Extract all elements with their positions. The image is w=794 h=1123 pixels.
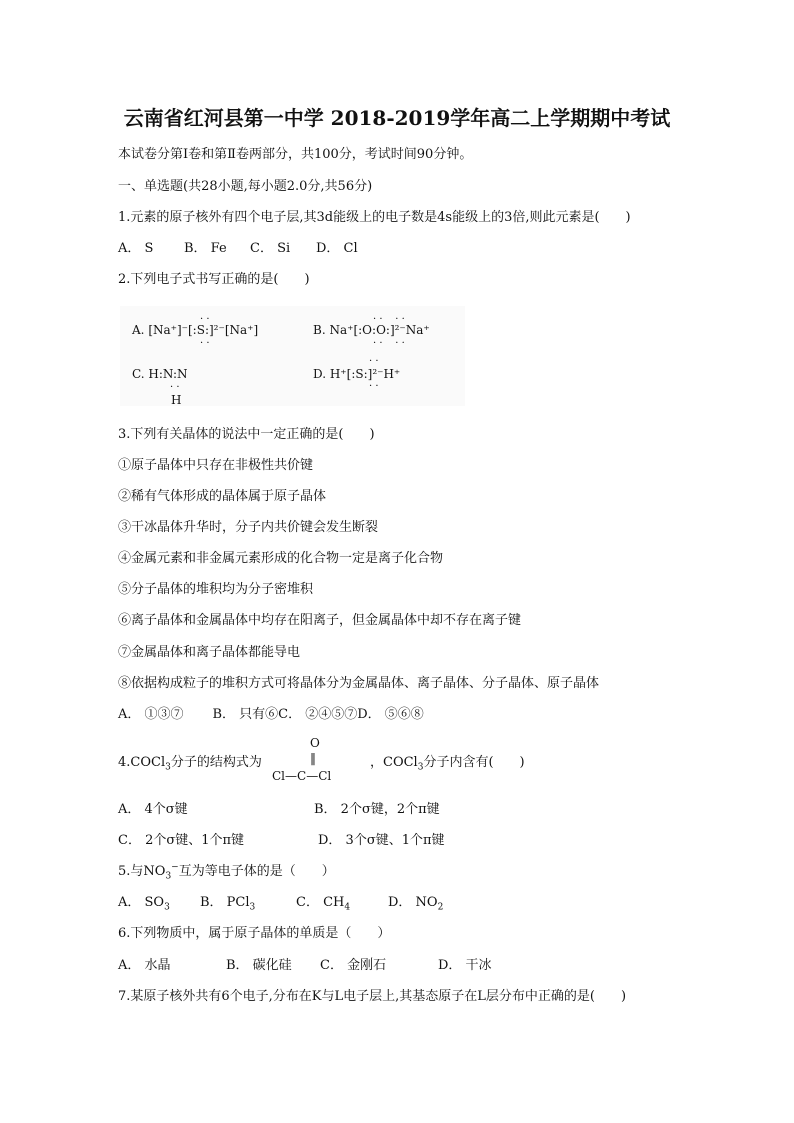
question-2-close: ) [304, 272, 310, 287]
q5-option-b [200, 895, 296, 911]
q3-statement: ⑦金属晶体和离子晶体都能导电 [118, 645, 301, 660]
q5-option-b-sub: 3 [249, 902, 256, 913]
q4-option-d: D． 3个σ键、1个π键 [318, 833, 445, 848]
q6-option-a: A． 水晶 [118, 958, 171, 973]
struct-double-bond: ‖ [310, 751, 316, 765]
q5-options [118, 895, 443, 911]
q5-option-a-sub: 3 [164, 902, 170, 913]
q6-option-c: C． 金刚石 [320, 958, 387, 973]
question-6-stem [118, 926, 390, 942]
dots-c-bottom: · · [170, 382, 180, 393]
q5-sup: − [171, 862, 179, 873]
question-4-stem-a [118, 755, 262, 771]
q4-option-b: B． 2个σ键，2个π键 [314, 802, 440, 817]
q5-option-a [118, 895, 200, 911]
formula-c-h: H [171, 393, 182, 407]
formula-a-text: [Na⁺]⁻[:S:]²⁻[Na⁺] [148, 323, 259, 337]
q3-statement: ③干冰晶体升华时，分子内共价键会发生断裂 [118, 520, 379, 535]
formula-b [313, 323, 430, 337]
question-3-text: 3.下列有关晶体的说法中一定正确的是( [118, 427, 344, 442]
q5-option-d [388, 895, 443, 911]
question-7-close: ) [621, 989, 627, 1004]
q5-option-c [296, 895, 388, 911]
q5-text-a: 5.与NO [118, 864, 166, 879]
q4-text-d: 分子内含有( [423, 755, 494, 770]
q3-statement: ④金属元素和非金属元素形成的化合物一定是离子化合物 [118, 551, 444, 566]
page-title: 云南省红河县第一中学 2018-2019学年高二上学期期中考试 [123, 106, 671, 130]
q5-text-b: 互为等电子体的是（ [178, 864, 296, 879]
formula-c [132, 367, 188, 381]
formula-d-text: H⁺[:S:]²⁻H⁺ [329, 367, 401, 381]
q3-options: A． ①③⑦ B． 只有⑥C． ②④⑤⑦D． ⑤⑥⑧ [118, 707, 424, 722]
dots-b-bottom: · · · · [373, 338, 405, 349]
q5-option-c-sub: 4 [344, 902, 351, 913]
q4-text-b: 分子的结构式为 [170, 755, 262, 770]
q4-text-c: ，COCl [370, 755, 418, 770]
q5-close: ） [321, 864, 335, 879]
q3-statement: ②稀有气体形成的晶体属于原子晶体 [118, 489, 327, 504]
q5-option-d-sub: 2 [437, 902, 444, 913]
q4-option-c: C． 2个σ键、1个π键 [118, 833, 245, 848]
question-4-stem-b [370, 755, 525, 771]
q3-statement: ⑥离子晶体和金属晶体中均存在阳离子，但金属晶体中却不存在离子键 [118, 613, 522, 628]
dots-d-bottom: · · [369, 381, 379, 392]
formula-d-label: D. [313, 367, 327, 381]
q5-option-c-text: C． CH [296, 895, 345, 910]
section-heading: 一、单选题(共28小题,每小题2.0分,共56分) [118, 179, 373, 194]
question-1-close: ) [625, 210, 631, 225]
question-2-stem [118, 272, 310, 288]
q4-sub-b: 3 [417, 762, 424, 773]
question-3-close: ) [369, 427, 375, 442]
q1-option-b: B． Fe [184, 241, 227, 256]
formula-c-label: C. [132, 367, 145, 381]
q4-options-row1 [118, 802, 440, 818]
question-1-options [118, 241, 358, 257]
q4-close: ) [519, 755, 525, 770]
q4-text-a: 4.COCl [118, 755, 166, 770]
q4-option-a: A． 4个σ键 [118, 802, 188, 817]
q6-option-b: B． 碳化硅 [226, 958, 292, 973]
q6-options [118, 958, 492, 974]
question-6-close: ） [377, 926, 391, 941]
dots-b-top: · · · · [373, 314, 405, 325]
question-1-text: 1.元素的原子核外有四个电子层,其3d能级上的电子数是4s能级上的3倍,则此元素是( [118, 210, 600, 225]
q5-option-a-text: A． SO [118, 895, 165, 910]
q4-sub-a: 3 [165, 762, 171, 773]
question-7-stem [118, 989, 626, 1005]
exam-intro: 本试卷分第Ⅰ卷和第Ⅱ卷两部分，共100分，考试时间90分钟。 [118, 147, 473, 162]
q3-statement: ⑧依据构成粒子的堆积方式可将晶体分为金属晶体、离子晶体、分子晶体、原子晶体 [118, 676, 600, 691]
formula-a-label: A. [132, 323, 145, 337]
q5-option-b-text: B． PCl [200, 895, 250, 910]
formula-a [132, 323, 258, 337]
q4-options-row2 [118, 833, 445, 849]
formula-d [313, 367, 400, 381]
q6-option-d: D． 干冰 [438, 958, 492, 973]
q1-option-d: D． Cl [316, 241, 358, 256]
q5-sub: 3 [165, 871, 172, 882]
formula-c-text: H:N:N [148, 367, 188, 381]
question-5-stem [118, 864, 335, 880]
question-2-text: 2.下列电子式书写正确的是( [118, 272, 279, 287]
q3-statement: ⑤分子晶体的堆积均为分子密堆积 [118, 582, 314, 597]
q1-option-c: C． Si [250, 241, 291, 256]
dots-a-bottom: · · [200, 338, 210, 349]
question-1-stem [118, 210, 631, 226]
dots-d-top: · · [369, 356, 379, 367]
question-6-text: 6.下列物质中，属于原子晶体的单质是（ [118, 926, 352, 941]
question-7-text: 7.某原子核外共有6个电子,分布在K与L电子层上,其基态原子在L层分布中正确的是( [118, 989, 595, 1004]
dots-a-top: · · [200, 314, 210, 325]
q3-statement: ①原子晶体中只存在非极性共价键 [118, 458, 314, 473]
q1-option-a: A． S [118, 241, 154, 256]
struct-oxygen: O [310, 736, 320, 750]
struct-chain: Cl—C—Cl [272, 769, 332, 783]
formula-b-label: B. [313, 323, 326, 337]
formula-b-text: Na⁺[:O:O:]²⁻Na⁺ [329, 323, 430, 337]
q5-option-d-text: D． NO [388, 895, 438, 910]
question-3-stem [118, 427, 375, 443]
